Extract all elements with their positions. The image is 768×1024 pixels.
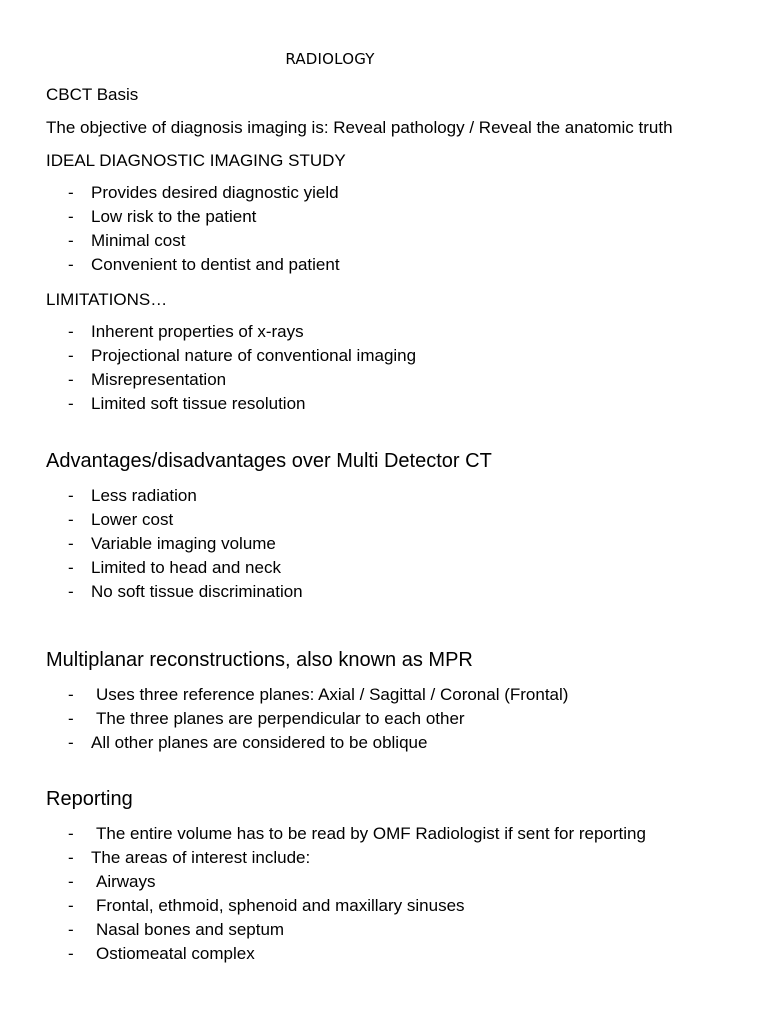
list-dash: - [68,872,74,891]
list-dash: - [68,322,74,341]
reporting-heading: Reporting [46,788,133,810]
list-dash: - [68,394,74,413]
list-item-text: The three planes are perpendicular to each other [96,709,465,728]
list-item-text: Ostiomeatal complex [96,944,255,963]
list-item-text: Variable imaging volume [91,534,276,553]
list-item-text: All other planes are considered to be oblique [91,733,428,752]
list-dash: - [68,709,74,728]
list-dash: - [68,944,74,963]
list-dash: - [68,582,74,601]
list-item-text: Limited soft tissue resolution [91,394,306,413]
list-dash: - [68,824,74,843]
list-dash: - [68,255,74,274]
list-item-text: Projectional nature of conventional imaging [91,346,417,365]
limitations-heading: LIMITATIONS… [46,290,168,309]
ideal-study-heading: IDEAL DIAGNOSTIC IMAGING STUDY [46,151,346,170]
section-subtitle: CBCT Basis [46,85,139,104]
list-item-text: Limited to head and neck [91,558,281,577]
list-dash: - [68,558,74,577]
list-item-text: Frontal, ethmoid, sphenoid and maxillary sinuses [96,896,465,915]
objective-text: The objective of diagnosis imaging is: Reveal pathology / Reveal the anatomic truth [46,118,673,137]
list-item-text: Misrepresentation [91,370,227,389]
list-item-text: Less radiation [91,486,197,505]
list-dash: - [68,534,74,553]
list-item-text: No soft tissue discrimination [91,582,303,601]
list-item-text: Minimal cost [91,231,186,250]
list-dash: - [68,848,74,867]
page-title: RADIOLOGY [285,50,375,68]
list-dash: - [68,510,74,529]
list-item-text: Lower cost [91,510,174,529]
list-dash: - [68,733,74,752]
list-dash: - [68,920,74,939]
list-item-text: Inherent properties of x-rays [91,322,304,341]
list-dash: - [68,370,74,389]
list-item-text: The areas of interest include: [91,848,311,867]
list-item-text: The entire volume has to be read by OMF Radiologist if sent for reporting [96,824,646,843]
list-dash: - [68,231,74,250]
list-dash: - [68,346,74,365]
list-dash: - [68,896,74,915]
list-item-text: Airways [96,872,156,891]
advantages-heading: Advantages/disadvantages over Multi Detector CT [46,450,492,472]
mpr-heading: Multiplanar reconstructions, also known as MPR [46,649,473,671]
list-dash: - [68,685,74,704]
list-item-text: Nasal bones and septum [96,920,285,939]
list-dash: - [68,486,74,505]
list-dash: - [68,183,74,202]
list-item-text: Provides desired diagnostic yield [91,183,339,202]
list-item-text: Low risk to the patient [91,207,257,226]
list-item-text: Convenient to dentist and patient [91,255,340,274]
list-dash: - [68,207,74,226]
list-item-text: Uses three reference planes: Axial / Sagittal / Coronal (Frontal) [96,685,569,704]
